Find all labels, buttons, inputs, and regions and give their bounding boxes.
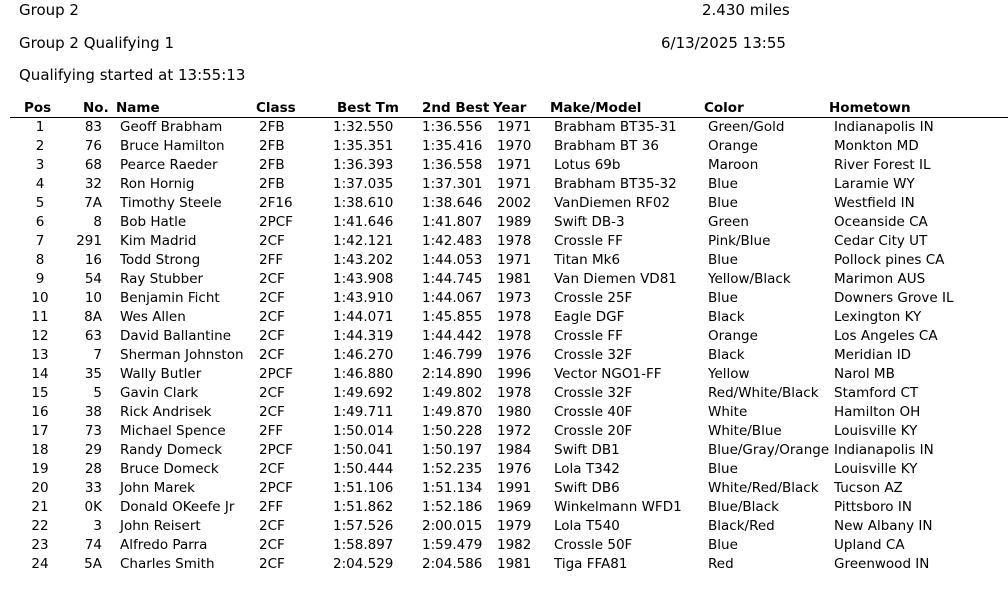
table-row bbox=[0, 404, 1008, 423]
cell-make-model: Swift DB1 bbox=[554, 442, 620, 458]
cell-number: 3 bbox=[93, 518, 102, 534]
cell-make-model: Vector NGO1-FF bbox=[554, 366, 662, 382]
cell-pos: 20 bbox=[31, 480, 49, 496]
table-row bbox=[0, 537, 1008, 556]
cell-hometown: Westfield IN bbox=[834, 195, 915, 211]
cell-pos: 8 bbox=[35, 252, 45, 268]
cell-hometown: Greenwood IN bbox=[834, 556, 930, 572]
cell-number: 63 bbox=[84, 328, 102, 344]
cell-hometown: Meridian ID bbox=[834, 347, 912, 363]
results-table bbox=[0, 100, 1008, 575]
cell-class: 2CF bbox=[259, 233, 285, 249]
cell-name: Bob Hatle bbox=[120, 214, 187, 230]
cell-number: 0K bbox=[84, 499, 102, 515]
cell-pos: 2 bbox=[35, 138, 45, 154]
cell-name: Kim Madrid bbox=[120, 233, 197, 249]
cell-year: 1984 bbox=[497, 442, 532, 458]
cell-year: 1989 bbox=[497, 214, 532, 230]
table-row bbox=[0, 556, 1008, 575]
cell-second-best: 2:14.890 bbox=[422, 366, 483, 382]
cell-year: 2002 bbox=[497, 195, 532, 211]
cell-color: Blue bbox=[708, 290, 738, 306]
cell-second-best: 1:35.416 bbox=[422, 138, 483, 154]
cell-number: 33 bbox=[84, 480, 102, 496]
cell-hometown: Indianapolis IN bbox=[834, 119, 934, 135]
cell-class: 2F16 bbox=[259, 195, 293, 211]
cell-hometown: Stamford CT bbox=[834, 385, 919, 401]
cell-name: Bruce Domeck bbox=[120, 461, 219, 477]
cell-year: 1971 bbox=[497, 252, 532, 268]
cell-color: Black bbox=[708, 309, 745, 325]
cell-hometown: Narol MB bbox=[834, 366, 895, 382]
cell-make-model: Crossle FF bbox=[554, 328, 623, 344]
cell-name: Sherman Johnston bbox=[120, 347, 244, 363]
cell-number: 73 bbox=[84, 423, 102, 439]
cell-class: 2CF bbox=[259, 518, 285, 534]
cell-year: 1971 bbox=[497, 176, 532, 192]
cell-hometown: Oceanside CA bbox=[834, 214, 928, 230]
cell-number: 38 bbox=[84, 404, 102, 420]
header-hometown: Hometown bbox=[829, 100, 911, 116]
cell-year: 1976 bbox=[497, 347, 532, 363]
cell-class: 2FF bbox=[259, 423, 284, 439]
cell-best-time: 1:58.897 bbox=[333, 537, 394, 553]
cell-pos: 21 bbox=[31, 499, 49, 515]
cell-make-model: Crossle 50F bbox=[554, 537, 633, 553]
cell-year: 1981 bbox=[497, 271, 532, 287]
cell-second-best: 1:36.558 bbox=[422, 157, 483, 173]
cell-color: Yellow/Black bbox=[708, 271, 791, 287]
cell-number: 5A bbox=[84, 556, 102, 572]
cell-name: Ron Hornig bbox=[120, 176, 195, 192]
cell-best-time: 2:04.529 bbox=[333, 556, 394, 572]
table-row bbox=[0, 176, 1008, 195]
cell-class: 2CF bbox=[259, 556, 285, 572]
cell-color: Green/Gold bbox=[708, 119, 785, 135]
cell-pos: 14 bbox=[31, 366, 49, 382]
table-row bbox=[0, 252, 1008, 271]
cell-name: Pearce Raeder bbox=[120, 157, 218, 173]
cell-name: Randy Domeck bbox=[120, 442, 223, 458]
cell-best-time: 1:43.908 bbox=[333, 271, 394, 287]
cell-make-model: Brabham BT35-31 bbox=[554, 119, 677, 135]
cell-best-time: 1:44.071 bbox=[333, 309, 394, 325]
cell-pos: 6 bbox=[35, 214, 45, 230]
cell-name: Bruce Hamilton bbox=[120, 138, 225, 154]
cell-pos: 1 bbox=[35, 119, 45, 135]
cell-year: 1978 bbox=[497, 385, 532, 401]
cell-color: Orange bbox=[708, 138, 758, 154]
cell-year: 1991 bbox=[497, 480, 532, 496]
header-name: Name bbox=[116, 100, 160, 116]
cell-number: 83 bbox=[84, 119, 102, 135]
cell-make-model: Winkelmann WFD1 bbox=[554, 499, 682, 515]
cell-color: White/Red/Black bbox=[708, 480, 819, 496]
cell-pos: 18 bbox=[31, 442, 49, 458]
cell-hometown: Lexington KY bbox=[834, 309, 922, 325]
cell-best-time: 1:41.646 bbox=[333, 214, 394, 230]
cell-color: Black/Red bbox=[708, 518, 775, 534]
cell-pos: 12 bbox=[31, 328, 49, 344]
cell-best-time: 1:49.692 bbox=[333, 385, 394, 401]
cell-color: Blue bbox=[708, 537, 738, 553]
cell-color: Yellow bbox=[708, 366, 750, 382]
cell-hometown: Tucson AZ bbox=[834, 480, 903, 496]
cell-class: 2FB bbox=[259, 157, 285, 173]
cell-pos: 3 bbox=[35, 157, 45, 173]
cell-second-best: 1:51.134 bbox=[422, 480, 483, 496]
cell-name: Benjamin Ficht bbox=[120, 290, 220, 306]
cell-number: 10 bbox=[84, 290, 102, 306]
cell-second-best: 1:46.799 bbox=[422, 347, 483, 363]
cell-pos: 24 bbox=[31, 556, 49, 572]
cell-hometown: Laramie WY bbox=[834, 176, 915, 192]
cell-year: 1976 bbox=[497, 461, 532, 477]
cell-second-best: 1:50.197 bbox=[422, 442, 483, 458]
cell-hometown: River Forest IL bbox=[834, 157, 931, 173]
cell-hometown: Upland CA bbox=[834, 537, 905, 553]
session-datetime: 6/13/2025 13:55 bbox=[661, 34, 786, 52]
cell-number: 35 bbox=[84, 366, 102, 382]
cell-make-model: Van Diemen VD81 bbox=[554, 271, 677, 287]
cell-hometown: Marimon AUS bbox=[834, 271, 926, 287]
cell-make-model: Crossle FF bbox=[554, 233, 623, 249]
cell-second-best: 1:42.483 bbox=[422, 233, 483, 249]
cell-second-best: 1:37.301 bbox=[422, 176, 483, 192]
cell-color: White bbox=[708, 404, 748, 420]
header-year: Year bbox=[493, 100, 527, 116]
cell-make-model: Crossle 32F bbox=[554, 385, 633, 401]
cell-name: Rick Andrisek bbox=[120, 404, 212, 420]
cell-second-best: 1:52.186 bbox=[422, 499, 483, 515]
cell-number: 76 bbox=[84, 138, 102, 154]
cell-hometown: Hamilton OH bbox=[834, 404, 921, 420]
cell-color: Blue/Black bbox=[708, 499, 779, 515]
cell-second-best: 1:38.646 bbox=[422, 195, 483, 211]
cell-second-best: 1:50.228 bbox=[422, 423, 483, 439]
cell-year: 1970 bbox=[497, 138, 532, 154]
table-row bbox=[0, 138, 1008, 157]
table-row bbox=[0, 119, 1008, 138]
cell-pos: 7 bbox=[35, 233, 45, 249]
cell-class: 2CF bbox=[259, 271, 285, 287]
cell-pos: 16 bbox=[31, 404, 49, 420]
cell-class: 2CF bbox=[259, 328, 285, 344]
cell-color: Blue bbox=[708, 461, 738, 477]
cell-number: 54 bbox=[84, 271, 102, 287]
cell-pos: 4 bbox=[35, 176, 45, 192]
cell-best-time: 1:32.550 bbox=[333, 119, 394, 135]
cell-best-time: 1:44.319 bbox=[333, 328, 394, 344]
cell-class: 2CF bbox=[259, 537, 285, 553]
cell-second-best: 2:04.586 bbox=[422, 556, 483, 572]
cell-number: 29 bbox=[84, 442, 102, 458]
cell-best-time: 1:46.880 bbox=[333, 366, 394, 382]
cell-name: Wally Butler bbox=[120, 366, 202, 382]
cell-color: Blue bbox=[708, 176, 738, 192]
cell-second-best: 1:49.802 bbox=[422, 385, 483, 401]
cell-pos: 23 bbox=[31, 537, 49, 553]
table-row bbox=[0, 480, 1008, 499]
cell-color: Blue/Gray/Orange bbox=[708, 442, 830, 458]
cell-name: Todd Strong bbox=[120, 252, 201, 268]
cell-year: 1978 bbox=[497, 233, 532, 249]
header-color: Color bbox=[704, 100, 744, 116]
track-length: 2.430 miles bbox=[702, 1, 790, 19]
cell-best-time: 1:51.862 bbox=[333, 499, 394, 515]
cell-year: 1996 bbox=[497, 366, 532, 382]
cell-make-model: Lola T540 bbox=[554, 518, 620, 534]
cell-make-model: Swift DB-3 bbox=[554, 214, 625, 230]
cell-hometown: Cedar City UT bbox=[834, 233, 928, 249]
header-number: No. bbox=[83, 100, 109, 116]
cell-year: 1973 bbox=[497, 290, 532, 306]
cell-pos: 11 bbox=[31, 309, 49, 325]
results-body bbox=[0, 119, 1008, 575]
cell-color: Maroon bbox=[708, 157, 759, 173]
cell-best-time: 1:57.526 bbox=[333, 518, 394, 534]
cell-number: 74 bbox=[84, 537, 102, 553]
cell-number: 28 bbox=[84, 461, 102, 477]
cell-best-time: 1:38.610 bbox=[333, 195, 394, 211]
cell-make-model: Swift DB6 bbox=[554, 480, 620, 496]
cell-best-time: 1:36.393 bbox=[333, 157, 394, 173]
cell-year: 1981 bbox=[497, 556, 532, 572]
cell-second-best: 2:00.015 bbox=[422, 518, 483, 534]
cell-hometown: Louisville KY bbox=[834, 423, 918, 439]
table-row bbox=[0, 309, 1008, 328]
cell-make-model: Crossle 32F bbox=[554, 347, 633, 363]
cell-number: 8A bbox=[84, 309, 102, 325]
cell-year: 1972 bbox=[497, 423, 532, 439]
cell-second-best: 1:59.479 bbox=[422, 537, 483, 553]
header-make-model: Make/Model bbox=[550, 100, 642, 116]
cell-year: 1980 bbox=[497, 404, 532, 420]
header-class: Class bbox=[256, 100, 296, 116]
cell-pos: 17 bbox=[31, 423, 49, 439]
cell-year: 1982 bbox=[497, 537, 532, 553]
cell-pos: 22 bbox=[31, 518, 49, 534]
cell-make-model: Crossle 25F bbox=[554, 290, 633, 306]
cell-hometown: Pittsboro IN bbox=[834, 499, 912, 515]
cell-best-time: 1:43.910 bbox=[333, 290, 394, 306]
cell-year: 1978 bbox=[497, 309, 532, 325]
header-second-best: 2nd Best bbox=[422, 100, 490, 116]
table-row bbox=[0, 157, 1008, 176]
cell-second-best: 1:44.067 bbox=[422, 290, 483, 306]
table-row bbox=[0, 385, 1008, 404]
table-row bbox=[0, 423, 1008, 442]
cell-year: 1969 bbox=[497, 499, 532, 515]
cell-hometown: Monkton MD bbox=[834, 138, 919, 154]
table-row bbox=[0, 290, 1008, 309]
cell-class: 2CF bbox=[259, 290, 285, 306]
cell-class: 2PCF bbox=[259, 214, 293, 230]
table-row bbox=[0, 442, 1008, 461]
cell-hometown: Louisville KY bbox=[834, 461, 918, 477]
header-best-time: Best Tm bbox=[337, 100, 399, 116]
cell-second-best: 1:49.870 bbox=[422, 404, 483, 420]
cell-second-best: 1:44.442 bbox=[422, 328, 483, 344]
cell-second-best: 1:36.556 bbox=[422, 119, 483, 135]
cell-make-model: Crossle 40F bbox=[554, 404, 633, 420]
cell-second-best: 1:52.235 bbox=[422, 461, 483, 477]
cell-second-best: 1:44.745 bbox=[422, 271, 483, 287]
cell-name: Donald OKeefe Jr bbox=[120, 499, 235, 515]
cell-class: 2FB bbox=[259, 176, 285, 192]
table-row bbox=[0, 233, 1008, 252]
cell-name: Timothy Steele bbox=[120, 195, 222, 211]
cell-number: 32 bbox=[84, 176, 102, 192]
table-row bbox=[0, 518, 1008, 537]
table-row bbox=[0, 366, 1008, 385]
cell-best-time: 1:50.014 bbox=[333, 423, 394, 439]
cell-make-model: Titan Mk6 bbox=[554, 252, 621, 268]
header-divider bbox=[10, 117, 1008, 118]
cell-number: 291 bbox=[76, 233, 102, 249]
cell-name: Alfredo Parra bbox=[120, 537, 208, 553]
cell-class: 2FF bbox=[259, 499, 284, 515]
cell-make-model: Crossle 20F bbox=[554, 423, 633, 439]
cell-class: 2CF bbox=[259, 461, 285, 477]
cell-make-model: Eagle DGF bbox=[554, 309, 625, 325]
cell-best-time: 1:46.270 bbox=[333, 347, 394, 363]
table-row bbox=[0, 271, 1008, 290]
cell-class: 2FF bbox=[259, 252, 284, 268]
cell-name: Michael Spence bbox=[120, 423, 226, 439]
cell-make-model: Lola T342 bbox=[554, 461, 620, 477]
cell-second-best: 1:41.807 bbox=[422, 214, 483, 230]
cell-hometown: Indianapolis IN bbox=[834, 442, 934, 458]
cell-make-model: Brabham BT 36 bbox=[554, 138, 659, 154]
cell-number: 7 bbox=[93, 347, 102, 363]
cell-class: 2CF bbox=[259, 385, 285, 401]
cell-year: 1978 bbox=[497, 328, 532, 344]
cell-color: Red/White/Black bbox=[708, 385, 819, 401]
table-row bbox=[0, 328, 1008, 347]
cell-number: 16 bbox=[84, 252, 102, 268]
cell-name: David Ballantine bbox=[120, 328, 232, 344]
table-row bbox=[0, 214, 1008, 233]
cell-name: John Marek bbox=[120, 480, 195, 496]
qualifying-started-text: Qualifying started at 13:55:13 bbox=[19, 66, 246, 84]
cell-hometown: Downers Grove IL bbox=[834, 290, 954, 306]
cell-color: Black bbox=[708, 347, 745, 363]
cell-class: 2FB bbox=[259, 119, 285, 135]
cell-best-time: 1:50.444 bbox=[333, 461, 394, 477]
session-name: Group 2 Qualifying 1 bbox=[19, 34, 174, 52]
table-row bbox=[0, 347, 1008, 366]
cell-hometown: New Albany IN bbox=[834, 518, 933, 534]
cell-best-time: 1:51.106 bbox=[333, 480, 394, 496]
cell-make-model: Brabham BT35-32 bbox=[554, 176, 677, 192]
cell-best-time: 1:35.351 bbox=[333, 138, 394, 154]
cell-name: Charles Smith bbox=[120, 556, 215, 572]
cell-second-best: 1:45.855 bbox=[422, 309, 483, 325]
cell-make-model: VanDiemen RF02 bbox=[554, 195, 671, 211]
cell-class: 2CF bbox=[259, 404, 285, 420]
cell-pos: 9 bbox=[35, 271, 45, 287]
cell-class: 2PCF bbox=[259, 442, 293, 458]
cell-year: 1971 bbox=[497, 119, 532, 135]
cell-second-best: 1:44.053 bbox=[422, 252, 483, 268]
cell-best-time: 1:42.121 bbox=[333, 233, 394, 249]
cell-color: Orange bbox=[708, 328, 758, 344]
cell-name: Geoff Brabham bbox=[120, 119, 223, 135]
cell-hometown: Los Angeles CA bbox=[834, 328, 938, 344]
cell-hometown: Pollock pines CA bbox=[834, 252, 945, 268]
cell-best-time: 1:49.711 bbox=[333, 404, 394, 420]
group-title: Group 2 bbox=[19, 1, 79, 19]
table-row bbox=[0, 195, 1008, 214]
cell-name: Wes Allen bbox=[120, 309, 186, 325]
cell-name: Ray Stubber bbox=[120, 271, 204, 287]
cell-color: Blue bbox=[708, 195, 738, 211]
cell-year: 1979 bbox=[497, 518, 532, 534]
cell-make-model: Tiga FFA81 bbox=[554, 556, 628, 572]
cell-pos: 19 bbox=[31, 461, 49, 477]
cell-class: 2PCF bbox=[259, 366, 293, 382]
cell-best-time: 1:43.202 bbox=[333, 252, 394, 268]
cell-class: 2CF bbox=[259, 347, 285, 363]
cell-color: Blue bbox=[708, 252, 738, 268]
cell-color: Green bbox=[708, 214, 749, 230]
cell-class: 2CF bbox=[259, 309, 285, 325]
cell-number: 7A bbox=[84, 195, 102, 211]
cell-make-model: Lotus 69b bbox=[554, 157, 621, 173]
cell-pos: 15 bbox=[31, 385, 49, 401]
cell-color: Pink/Blue bbox=[708, 233, 771, 249]
cell-pos: 10 bbox=[31, 290, 49, 306]
cell-pos: 13 bbox=[31, 347, 49, 363]
cell-number: 8 bbox=[93, 214, 102, 230]
table-row bbox=[0, 499, 1008, 518]
cell-pos: 5 bbox=[35, 195, 45, 211]
cell-year: 1971 bbox=[497, 157, 532, 173]
cell-name: Gavin Clark bbox=[120, 385, 199, 401]
cell-color: White/Blue bbox=[708, 423, 782, 439]
cell-name: John Reisert bbox=[120, 518, 201, 534]
cell-class: 2PCF bbox=[259, 480, 293, 496]
cell-number: 68 bbox=[84, 157, 102, 173]
cell-class: 2FB bbox=[259, 138, 285, 154]
cell-best-time: 1:37.035 bbox=[333, 176, 394, 192]
header-pos: Pos bbox=[24, 100, 52, 116]
table-row bbox=[0, 461, 1008, 480]
cell-color: Red bbox=[708, 556, 734, 572]
cell-number: 5 bbox=[93, 385, 102, 401]
cell-best-time: 1:50.041 bbox=[333, 442, 394, 458]
